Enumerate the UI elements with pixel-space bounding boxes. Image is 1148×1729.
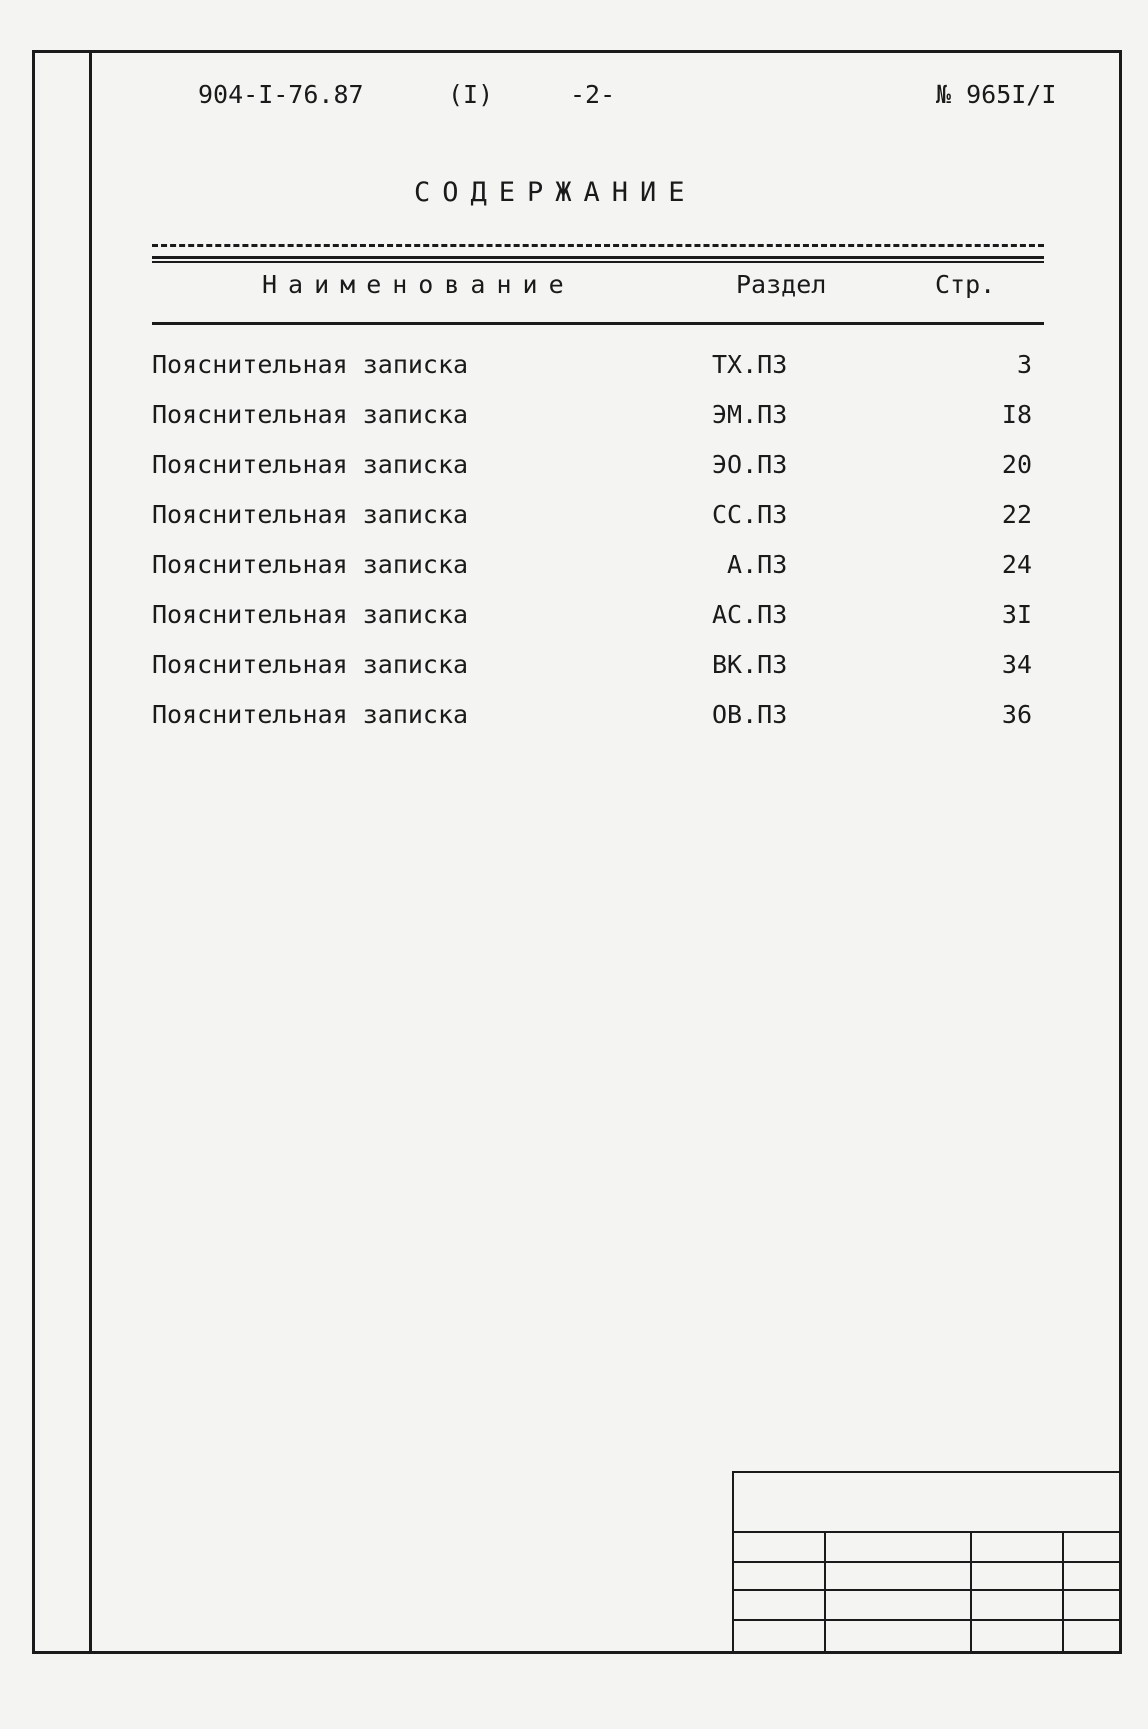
row-section: ВК.ПЗ [712,650,788,679]
contents-table-body [152,350,1032,750]
table-row [152,700,1032,750]
row-name: Пояснительная записка [152,350,469,379]
stamp-line [970,1531,972,1654]
row-page: 36 [1001,700,1032,729]
column-header-section: Раздел [736,270,827,299]
row-section: ЭО.ПЗ [712,450,788,479]
table-row [152,350,1032,400]
row-name: Пояснительная записка [152,450,469,479]
row-page: I8 [1001,400,1032,429]
column-header-page: Стр. [935,270,996,299]
row-section: СС.ПЗ [712,500,788,529]
table-row [152,650,1032,700]
table-row [152,400,1032,450]
table-top-rule-second [152,261,1044,263]
row-name: Пояснительная записка [152,400,469,429]
row-name: Пояснительная записка [152,550,469,579]
row-name: Пояснительная записка [152,600,469,629]
row-page: 24 [1001,550,1032,579]
stamp-line [1062,1531,1064,1654]
frame-binding-margin-line [89,50,92,1654]
stamp-line [824,1531,826,1654]
table-row [152,550,1032,600]
document-code: 904-I-76.87 [198,80,364,109]
row-page: 20 [1001,450,1032,479]
row-section: АС.ПЗ [712,600,788,629]
column-header-name: Наименование [262,270,575,299]
row-name: Пояснительная записка [152,700,469,729]
row-section: ТХ.ПЗ [712,350,788,379]
title-block-stamp [732,1471,1122,1654]
frame-right-border [1119,50,1122,1654]
album-number: № 965I/I [936,80,1057,109]
table-header-bottom-rule [152,322,1044,325]
row-page: 34 [1001,650,1032,679]
page-number: -2- [570,80,616,109]
page-title: СОДЕРЖАНИЕ [414,177,697,208]
row-page: 3I [1001,600,1032,629]
row-section: А.ПЗ [712,550,788,579]
row-section: ЭМ.ПЗ [712,400,788,429]
row-page: 3 [1016,350,1032,379]
row-section: ОВ.ПЗ [712,700,788,729]
frame-left-outer-border [32,50,35,1654]
row-page: 22 [1001,500,1032,529]
table-row [152,600,1032,650]
stamp-line [732,1471,1122,1473]
row-name: Пояснительная записка [152,650,469,679]
frame-top-border [32,50,1122,53]
row-name: Пояснительная записка [152,500,469,529]
table-row [152,500,1032,550]
table-row [152,450,1032,500]
dashed-separator [152,244,1044,247]
document-part: (I) [448,80,494,109]
table-top-rule [152,256,1044,259]
